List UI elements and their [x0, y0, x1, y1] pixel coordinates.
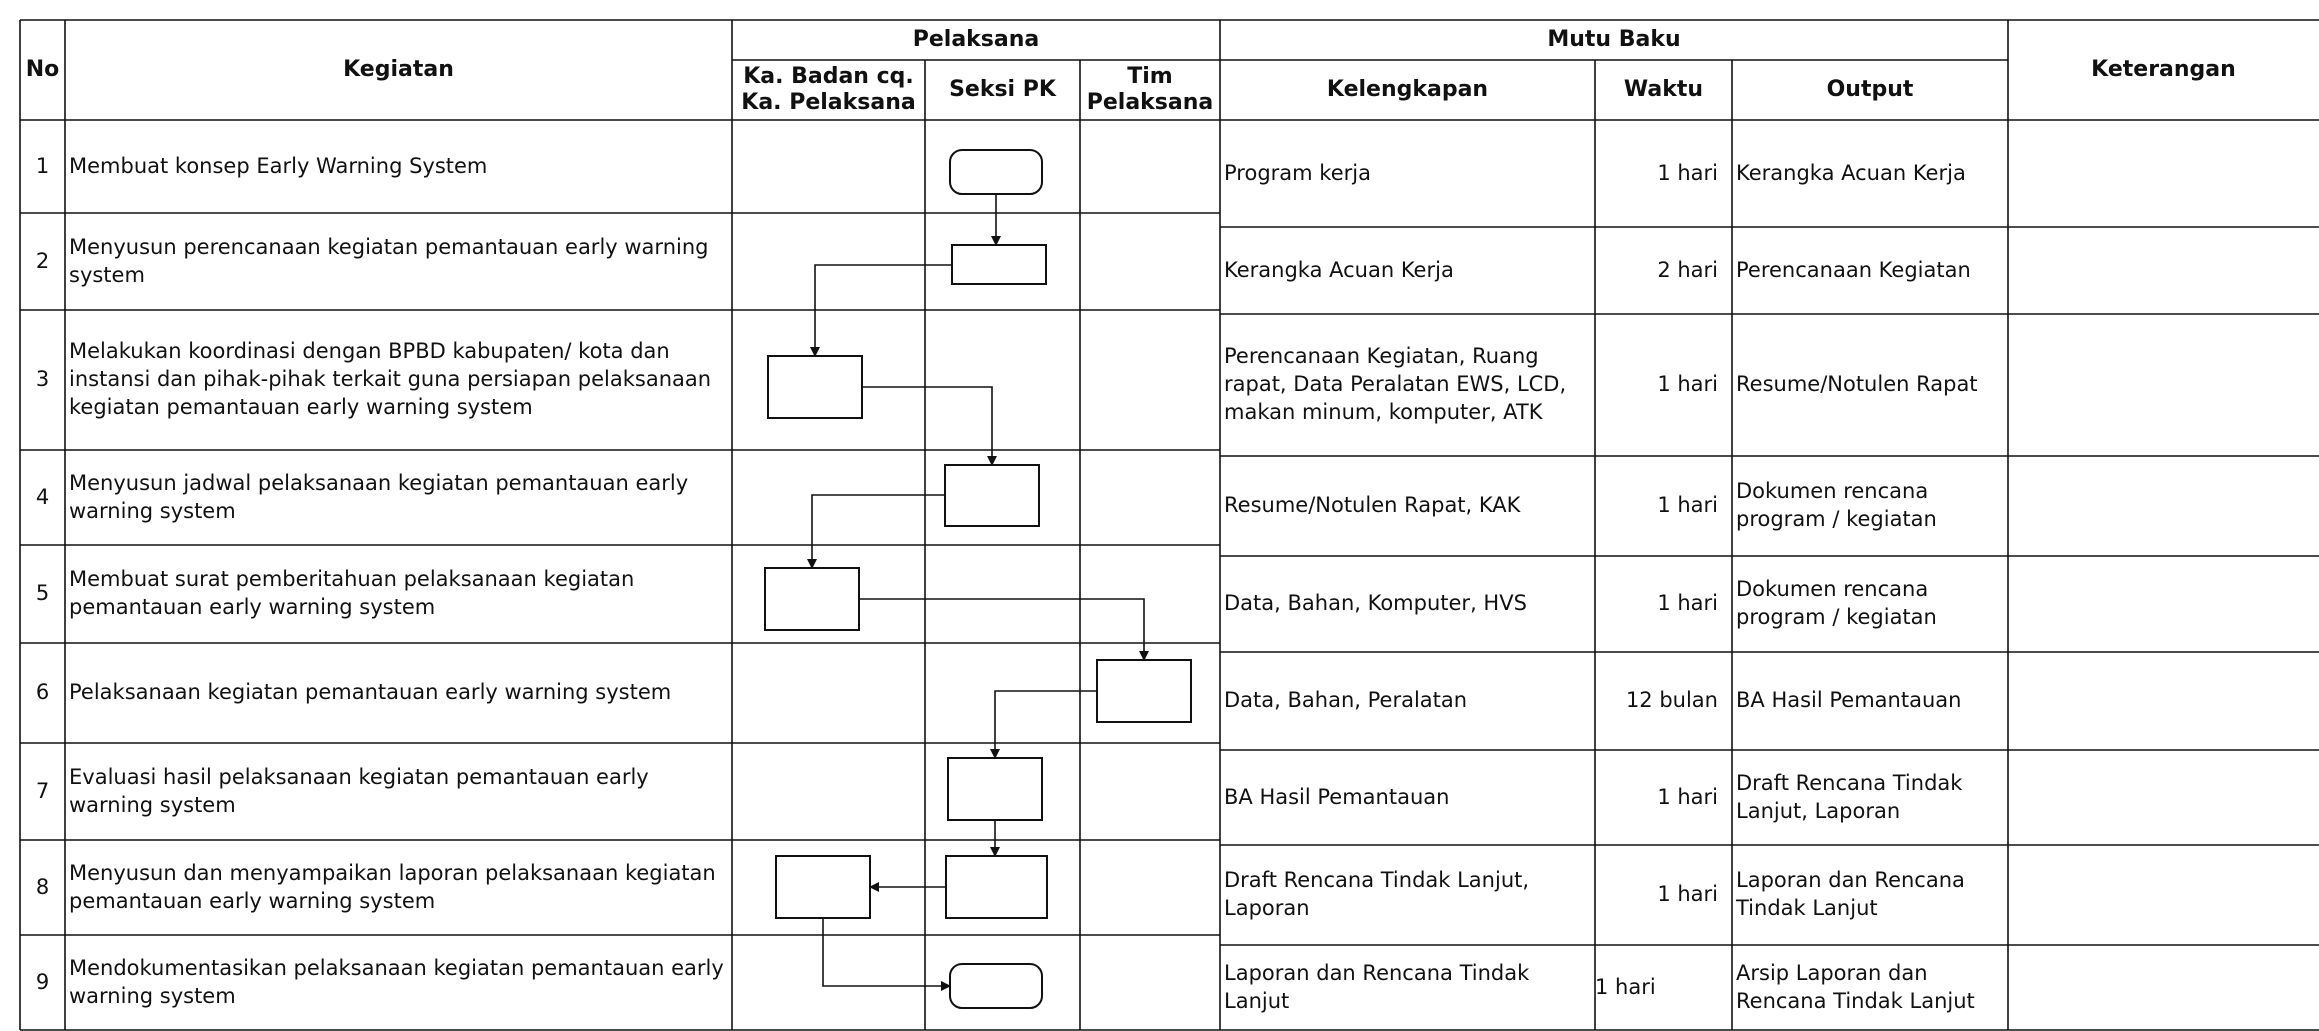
row-5-no: 5 [35, 581, 50, 606]
flow-step-3-process [768, 356, 862, 418]
row-9-waktu: 1 hari [1595, 975, 1656, 1000]
row-5-keterangan [2008, 556, 2319, 652]
row-7-kelengkapan: BA Hasil Pemantauan [1224, 784, 1450, 809]
row-2-output: Perencanaan Kegiatan [1736, 257, 1971, 282]
row-8-waktu: 1 hari [1657, 882, 1718, 907]
row-3-waktu: 1 hari [1657, 372, 1718, 397]
header-pelaksana: Pelaksana [912, 26, 1040, 52]
row-2-kelengkapan: Kerangka Acuan Kerja [1224, 257, 1454, 282]
flow-step-9-terminator [950, 964, 1042, 1008]
row-9-kelengkapan: Laporan dan Rencana Tindak Lanjut [1224, 961, 1530, 1013]
header-kelengkapan: Kelengkapan [1326, 76, 1489, 102]
row-2-kegiatan: Menyusun perencanaan kegiatan pemantauan early warning system [69, 234, 709, 287]
row-8-kegiatan: Menyusun dan menyampaikan laporan pelaksanaan kegiatan pemantauan early warning system [69, 860, 716, 913]
flow-step-2-process [952, 245, 1046, 284]
row-7-no: 7 [35, 778, 50, 803]
header-no: No [25, 56, 60, 82]
header-actor-ka-badan: Ka. Badan cq. Ka. Pelaksana [741, 63, 916, 115]
row-6-output: BA Hasil Pemantauan [1736, 688, 1962, 713]
flow-step-5-process [765, 568, 859, 630]
header-output: Output [1826, 76, 1914, 102]
flow-arrow-4-5 [812, 495, 945, 568]
row-5-kegiatan: Membuat surat pemberitahuan pelaksanaan kegiatan pemantauan early warning system [69, 567, 635, 619]
row-6-waktu: 12 bulan [1625, 688, 1718, 713]
flow-arrow-3-4 [862, 387, 992, 465]
row-6-kegiatan: Pelaksanaan kegiatan pemantauan early warning system [69, 680, 672, 705]
flow-arrow-5-6 [859, 599, 1144, 660]
row-8-keterangan [2008, 845, 2319, 945]
row-4-kegiatan: Menyusun jadwal pelaksanaan kegiatan pemantauan early warning system [69, 470, 689, 523]
flow-step-8a-process [946, 856, 1047, 918]
flow-arrow-8-9 [823, 918, 950, 986]
header-waktu: Waktu [1623, 76, 1704, 102]
row-5-output: Dokumen rencana program / kegiatan [1736, 577, 1937, 629]
header-keterangan: Keterangan [2091, 56, 2236, 82]
row-1-no: 1 [35, 153, 50, 178]
flow-step-4-process [945, 465, 1039, 526]
row-2-keterangan [2008, 227, 2319, 314]
row-7-keterangan [2008, 750, 2319, 845]
row-4-waktu: 1 hari [1657, 493, 1718, 518]
row-4-keterangan [2008, 456, 2319, 556]
row-7-output: Draft Rencana Tindak Lanjut, Laporan [1736, 770, 1963, 823]
row-5-waktu: 1 hari [1657, 591, 1718, 616]
row-8-kelengkapan: Draft Rencana Tindak Lanjut, Laporan [1224, 868, 1530, 920]
row-6-keterangan [2008, 652, 2319, 750]
row-4-kelengkapan: Resume/Notulen Rapat, KAK [1224, 493, 1521, 518]
row-1-waktu: 1 hari [1657, 160, 1718, 185]
row-6-kelengkapan: Data, Bahan, Peralatan [1224, 688, 1468, 713]
row-8-output: Laporan dan Rencana Tindak Lanjut [1736, 868, 1965, 920]
row-2-waktu: 2 hari [1657, 257, 1718, 282]
header-actor-tim-pelaksana: Tim Pelaksana [1086, 63, 1214, 115]
row-5-kelengkapan: Data, Bahan, Komputer, HVS [1224, 591, 1527, 616]
row-9-kegiatan: Mendokumentasikan pelaksanaan kegiatan pemantauan early warning system [69, 956, 724, 1008]
row-3-output: Resume/Notulen Rapat [1736, 372, 1978, 397]
row-4-no: 4 [35, 484, 50, 509]
header-actor-seksi-pk: Seksi PK [949, 76, 1056, 102]
flow-step-8b-process [776, 856, 870, 918]
row-3-kegiatan: Melakukan koordinasi dengan BPBD kabupaten/ kota dan instansi dan pihak-pihak terkait guna persiapan pelaksanaan kegiatan pemantauan early warning system [69, 339, 712, 419]
row-7-kegiatan: Evaluasi hasil pelaksanaan kegiatan pemantauan early warning system [69, 764, 649, 817]
flow-arrow-2-3 [815, 265, 952, 356]
row-7-waktu: 1 hari [1657, 784, 1718, 809]
row-1-kelengkapan: Program kerja [1224, 160, 1371, 185]
row-3-no: 3 [35, 367, 50, 392]
row-6-no: 6 [35, 680, 50, 705]
row-8-no: 8 [35, 874, 50, 899]
flow-step-1-terminator [950, 150, 1042, 194]
row-1-keterangan [2008, 120, 2319, 227]
flow-step-6-process [1097, 660, 1191, 722]
row-9-output: Arsip Laporan dan Rencana Tindak Lanjut [1736, 961, 1975, 1013]
row-3-keterangan [2008, 314, 2319, 456]
row-9-no: 9 [35, 970, 50, 995]
row-9-keterangan [2008, 945, 2319, 1031]
header-kegiatan: Kegiatan [343, 56, 454, 82]
flow-step-7-process [948, 758, 1042, 820]
row-4-output: Dokumen rencana program / kegiatan [1736, 479, 1937, 531]
header-mutu-baku: Mutu Baku [1547, 26, 1681, 52]
row-3-kelengkapan: Perencanaan Kegiatan, Ruang rapat, Data Peralatan EWS, LCD, makan minum, komputer, ATK [1224, 344, 1567, 424]
row-1-kegiatan: Membuat konsep Early Warning System [69, 153, 488, 178]
row-2-no: 2 [35, 248, 50, 273]
row-1-output: Kerangka Acuan Kerja [1736, 160, 1966, 185]
flow-arrow-6-7 [995, 691, 1097, 758]
